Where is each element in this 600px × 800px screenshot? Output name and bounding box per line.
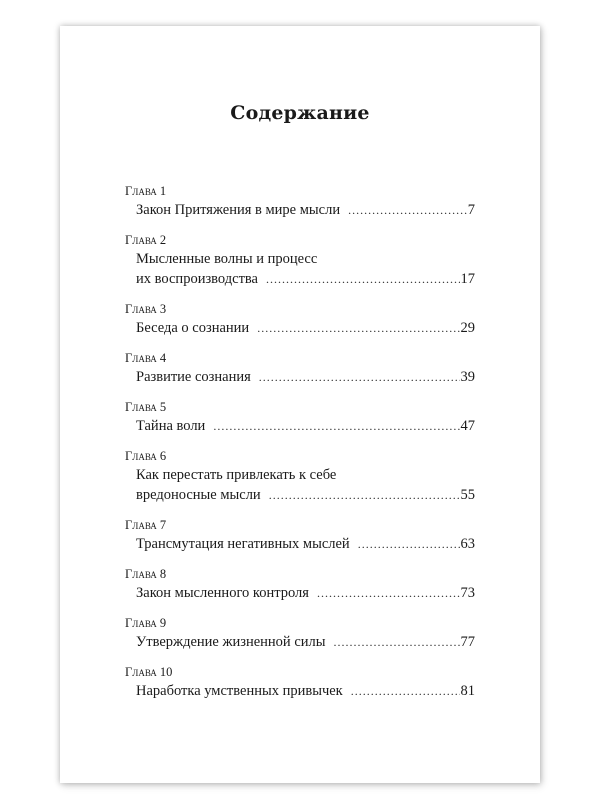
toc-entry-chapter-10 bbox=[125, 665, 475, 701]
toc-line bbox=[125, 367, 475, 387]
chapter-label: Глава 3 bbox=[125, 302, 167, 316]
page-number: 17 bbox=[460, 271, 475, 287]
chapter-title: Закон Притяжения в мире мысли bbox=[136, 202, 341, 218]
chapter-title: Тайна воли bbox=[136, 418, 206, 434]
toc-entry-chapter-8 bbox=[125, 567, 475, 603]
chapter-label: Глава 1 bbox=[125, 184, 167, 198]
toc-entry-chapter-7 bbox=[125, 518, 475, 554]
toc-entry-chapter-5 bbox=[125, 400, 475, 436]
chapter-label: Глава 6 bbox=[125, 449, 167, 463]
toc-line bbox=[125, 583, 475, 603]
toc-entry-chapter-1 bbox=[125, 184, 475, 220]
dot-leader bbox=[351, 681, 460, 701]
page-number: 81 bbox=[460, 683, 475, 699]
dot-leader bbox=[266, 269, 460, 289]
page-number: 47 bbox=[460, 418, 475, 434]
dot-leader bbox=[358, 534, 460, 554]
toc-entry-chapter-3 bbox=[125, 302, 475, 338]
toc-entry-chapter-6 bbox=[125, 449, 475, 505]
chapter-title-continued: вредоносные мысли bbox=[136, 487, 261, 503]
page-number: 39 bbox=[460, 369, 475, 385]
page-number: 55 bbox=[460, 487, 475, 503]
chapter-label: Глава 4 bbox=[125, 351, 167, 365]
toc-line bbox=[125, 200, 475, 220]
toc-line bbox=[125, 632, 475, 652]
chapter-label: Глава 10 bbox=[125, 665, 173, 679]
chapter-title-continued: их воспроизводства bbox=[136, 271, 258, 287]
chapter-label: Глава 5 bbox=[125, 400, 167, 414]
chapter-title: Беседа о сознании bbox=[136, 320, 250, 336]
chapter-title: Закон мысленного контроля bbox=[136, 585, 309, 601]
dot-leader bbox=[213, 416, 459, 436]
chapter-title: Наработка умственных привычек bbox=[136, 683, 343, 699]
toc-entry-chapter-9 bbox=[125, 616, 475, 652]
dot-leader bbox=[334, 632, 460, 652]
chapter-title: Развитие сознания bbox=[136, 369, 251, 385]
chapter-label: Глава 9 bbox=[125, 616, 167, 630]
table-of-contents bbox=[125, 184, 475, 714]
toc-entry-chapter-2 bbox=[125, 233, 475, 289]
dot-leader bbox=[259, 367, 460, 387]
book-page bbox=[60, 26, 540, 783]
page-number: 77 bbox=[460, 634, 475, 650]
page-number: 73 bbox=[460, 585, 475, 601]
chapter-title: Как перестать привлекать к себе bbox=[136, 467, 337, 483]
chapter-title: Утверждение жизненной силы bbox=[136, 634, 326, 650]
page-number: 7 bbox=[467, 202, 475, 218]
dot-leader bbox=[269, 485, 460, 505]
toc-line bbox=[125, 485, 475, 505]
page-number: 29 bbox=[460, 320, 475, 336]
chapter-label: Глава 7 bbox=[125, 518, 167, 532]
toc-line bbox=[125, 465, 475, 485]
toc-line bbox=[125, 269, 475, 289]
chapter-label: Глава 2 bbox=[125, 233, 167, 247]
toc-line bbox=[125, 416, 475, 436]
page-number: 63 bbox=[460, 536, 475, 552]
dot-leader bbox=[257, 318, 459, 338]
dot-leader bbox=[317, 583, 460, 603]
toc-entry-chapter-4 bbox=[125, 351, 475, 387]
toc-line bbox=[125, 681, 475, 701]
toc-line bbox=[125, 249, 475, 269]
chapter-label: Глава 8 bbox=[125, 567, 167, 581]
toc-line bbox=[125, 318, 475, 338]
chapter-title: Трансмутация негативных мыслей bbox=[136, 536, 350, 552]
dot-leader bbox=[348, 200, 467, 220]
chapter-title: Мысленные волны и процесс bbox=[136, 251, 318, 267]
toc-line bbox=[125, 534, 475, 554]
page-title: Содержание bbox=[230, 102, 370, 124]
